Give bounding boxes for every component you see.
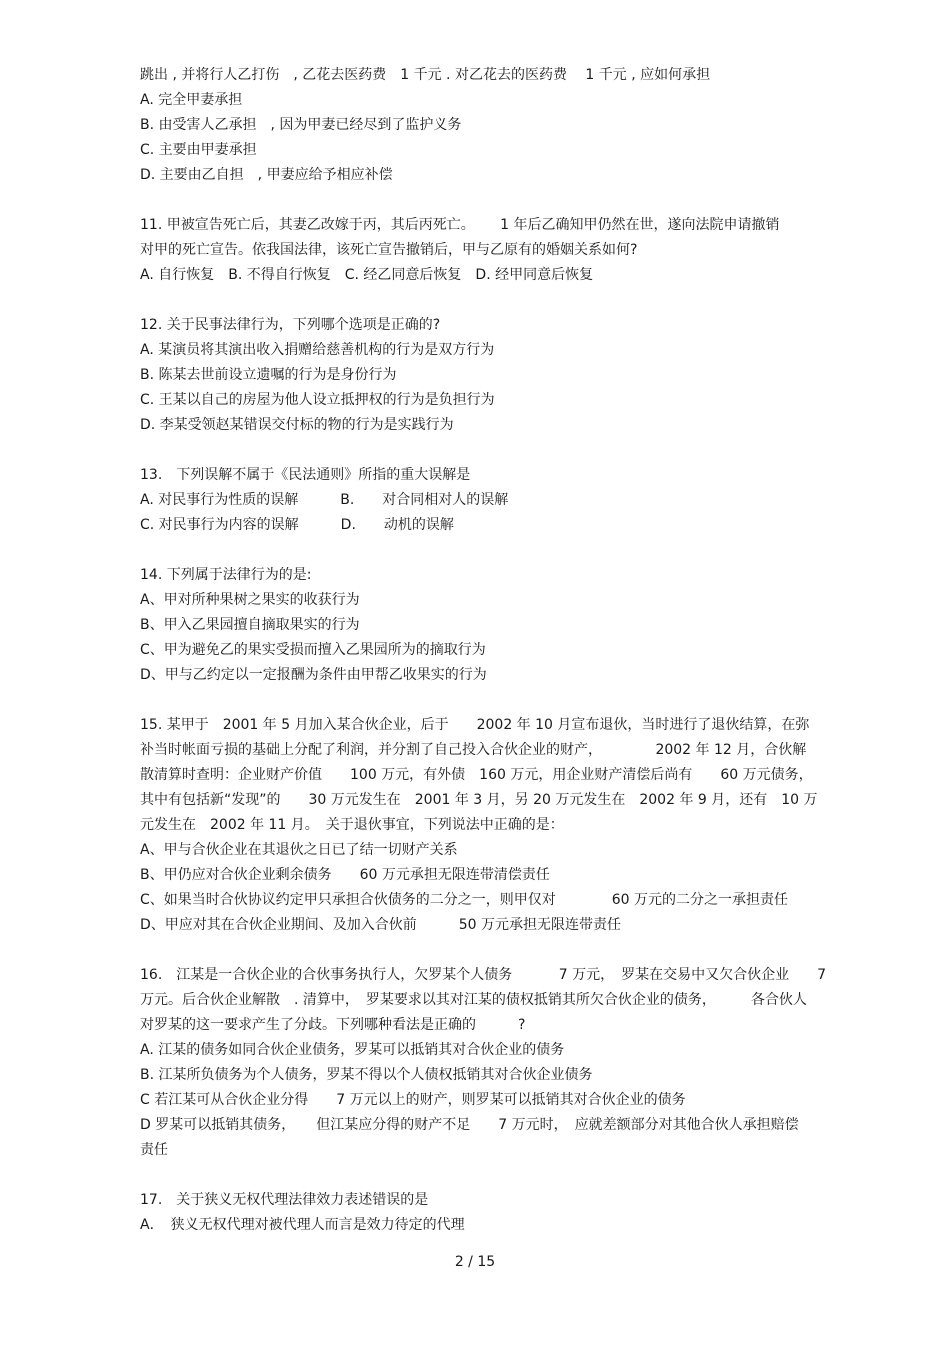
text-line: 14. 下列属于法律行为的是:	[140, 567, 312, 583]
text-line: A. 对民事行为性质的误解 B. 对合同相对人的误解	[140, 492, 509, 508]
text-line: A. 某演员将其演出收入捐赠给慈善机构的行为是双方行为	[140, 342, 495, 358]
text-line: 责任	[140, 1142, 168, 1158]
text-line: C. 王某以自己的房屋为他人设立抵押权的行为是负担行为	[140, 392, 495, 408]
text-line: D. 主要由乙自担 , 甲妻应给予相应补偿	[140, 167, 393, 183]
text-line: 散清算时查明：企业财产价值 100 万元，有外债 160 万元，用企业财产清偿后尚有 60 万元债务，	[140, 767, 813, 783]
text-line: C 若江某可从合伙企业分得 7 万元以上的财产，则罗某可以抵销其对合伙企业的债务	[140, 1092, 686, 1108]
text-line: A． 狭义无权代理对被代理人而言是效力待定的代理	[140, 1217, 465, 1233]
page-number: 2 / 15	[454, 1254, 496, 1270]
text-line: 其中有包括新“发现”的 30 万元发生在 2001 年 3 月，另 20 万元发生在 2002 年 9 月，还有 10 万	[140, 792, 818, 808]
text-line: B. 陈某去世前设立遗嘱的行为是身份行为	[140, 367, 397, 383]
text-line: 13. 下列误解不属于《民法通则》所指的重大误解是	[140, 467, 471, 483]
text-line: C. 主要由甲妻承担	[140, 142, 257, 158]
text-line: 跳出 , 并将行人乙打伤 , 乙花去医药费 1 千元 . 对乙花去的医药费 1 千元 , 应如何承担	[140, 67, 711, 83]
text-line: B. 江某所负债务为个人债务，罗某不得以个人债权抵销其对合伙企业债务	[140, 1067, 593, 1083]
text-line: 12. 关于民事法律行为，下列哪个选项是正确的?	[140, 317, 441, 333]
text-line: A、甲对所种果树之果实的收获行为	[140, 592, 360, 608]
text-line: D、甲应对其在合伙企业期间、及加入合伙前 50 万元承担无限连带责任	[140, 917, 622, 933]
text-line: C、如果当时合伙协议约定甲只承担合伙债务的二分之一，则甲仅对 60 万元的二分之一承担责任	[140, 892, 789, 908]
text-line: 对甲的死亡宣告。依我国法律，该死亡宣告撤销后，甲与乙原有的婚姻关系如何?	[140, 242, 638, 258]
text-line: 万元。后合伙企业解散 . 清算中， 罗某要求以其对江某的债权抵销其所欠合伙企业的债务， 各合伙人	[140, 992, 807, 1008]
text-line: B. 由受害人乙承担 , 因为甲妻已经尽到了监护义务	[140, 117, 462, 133]
text-line: A. 自行恢复 B. 不得自行恢复 C. 经乙同意后恢复 D. 经甲同意后恢复	[140, 267, 594, 283]
text-line: A、甲与合伙企业在其退伙之日已了结一切财产关系	[140, 842, 458, 858]
text-line: C、甲为避免乙的果实受损而擅入乙果园所为的摘取行为	[140, 642, 486, 658]
text-line: B、甲仍应对合伙企业剩余债务 60 万元承担无限连带清偿责任	[140, 867, 550, 883]
text-line: A. 完全甲妻承担	[140, 92, 243, 108]
text-line: 补当时帐面亏损的基础上分配了利润，并分割了自己投入合伙企业的财产， 2002 年 12 月，合伙解	[140, 742, 807, 758]
text-line: 15. 某甲于 2001 年 5 月加入某合伙企业，后于 2002 年 10 月宣布退伙，当时进行了退伙结算，在弥	[140, 717, 810, 733]
text-line: 11. 甲被宣告死亡后，其妻乙改嫁于丙，其后丙死亡。 1 年后乙确知甲仍然在世，遂向法院申请撤销	[140, 217, 780, 233]
text-line: D、甲与乙约定以一定报酬为条件由甲帮乙收果实的行为	[140, 667, 487, 683]
text-line: A. 江某的债务如同合伙企业债务，罗某可以抵销其对合伙企业的债务	[140, 1042, 565, 1058]
text-line: C. 对民事行为内容的误解 D. 动机的误解	[140, 517, 454, 533]
text-line: 对罗某的这一要求产生了分歧。下列哪种看法是正确的 ?	[140, 1017, 526, 1033]
text-line: D 罗某可以抵销其债务， 但江某应分得的财产不足 7 万元时， 应就差额部分对其他合伙人承担赔偿	[140, 1117, 799, 1133]
text-line: D. 李某受领赵某错误交付标的物的行为是实践行为	[140, 417, 454, 433]
text-line: B、甲入乙果园擅自摘取果实的行为	[140, 617, 360, 633]
text-line: 16. 江某是一合伙企业的合伙事务执行人，欠罗某个人债务 7 万元， 罗某在交易中又欠合伙企业 7	[140, 967, 826, 983]
text-line: 17. 关于狭义无权代理法律效力表述错误的是	[140, 1192, 429, 1208]
text-line: 元发生在 2002 年 11 月。 关于退伙事宜，下列说法中正确的是：	[140, 817, 564, 833]
